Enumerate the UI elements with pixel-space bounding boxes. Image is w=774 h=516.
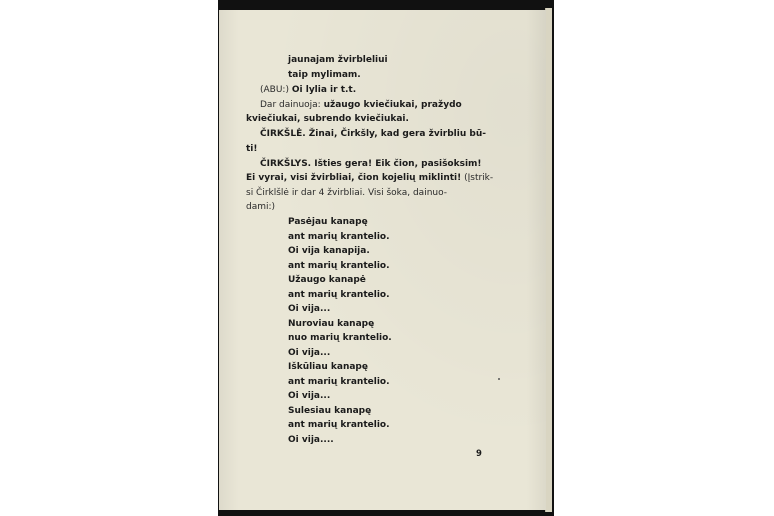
text-span-oi-lylia: Oi lylia ir t.t.	[291, 85, 357, 95]
song-line: ant marių krantelio.	[288, 420, 390, 430]
text-line-6: ČIRKŠLĖ. Žinai, Čirkšly, kad gera žvirbliu bū-	[260, 129, 486, 139]
song-line: Oi vija...	[288, 348, 331, 358]
text-line-10: si Čirklšlė ir dar 4 žvirbliai. Visi šoka, dainuo-	[246, 188, 448, 198]
song-line: Oi vija...	[288, 304, 331, 314]
song-line: Iškūliau kanapę	[288, 362, 368, 372]
paper-speck	[498, 378, 500, 380]
song-line: ant marių krantelio.	[288, 290, 390, 300]
text-line-1: jaunajam žvirbleliui	[288, 55, 388, 65]
text-line-9	[246, 172, 493, 184]
page-edge	[545, 8, 552, 512]
text-span-abu: (ABU:)	[260, 85, 289, 95]
song-line: Oi vija kanapija.	[288, 246, 370, 256]
song-line: Sulesiau kanapę	[288, 406, 372, 416]
song-line: nuo marių krantelio.	[288, 333, 392, 343]
text-line-5: kviečiukai, subrendo kviečiukai.	[246, 114, 409, 124]
page-number: 9	[476, 449, 482, 459]
song-line: ant marių krantelio.	[288, 377, 390, 387]
text-span-dar-dainuoja: Dar dainuoja:	[260, 100, 321, 110]
song-line: Pasėjau kanapę	[288, 217, 368, 227]
song-line: ant marių krantelio.	[288, 232, 390, 242]
text-line-11: dami:)	[246, 202, 276, 212]
text-line-7: ti!	[246, 144, 258, 154]
text-span-ei-vyrai: Ei vyrai, visi žvirbliai, čion kojelių miklinti!	[246, 173, 462, 183]
song-line: Oi vija....	[288, 435, 334, 445]
song-line: ant marių krantelio.	[288, 261, 390, 271]
text-line-2: taip mylimam.	[288, 70, 361, 80]
text-span-uzaugo: užaugo kviečiukai, pražydo	[323, 100, 462, 110]
song-line: Oi vija...	[288, 391, 331, 401]
text-line-4	[260, 99, 462, 111]
song-line: Nuroviau kanapę	[288, 319, 375, 329]
text-span-istrik: (Įstrik-	[464, 173, 494, 183]
song-line: Užaugo kanapė	[288, 275, 366, 285]
text-line-3	[260, 84, 356, 96]
text-line-8: ČIRKŠLYS. Išties gera! Eik čion, pasišoksim!	[260, 159, 482, 169]
